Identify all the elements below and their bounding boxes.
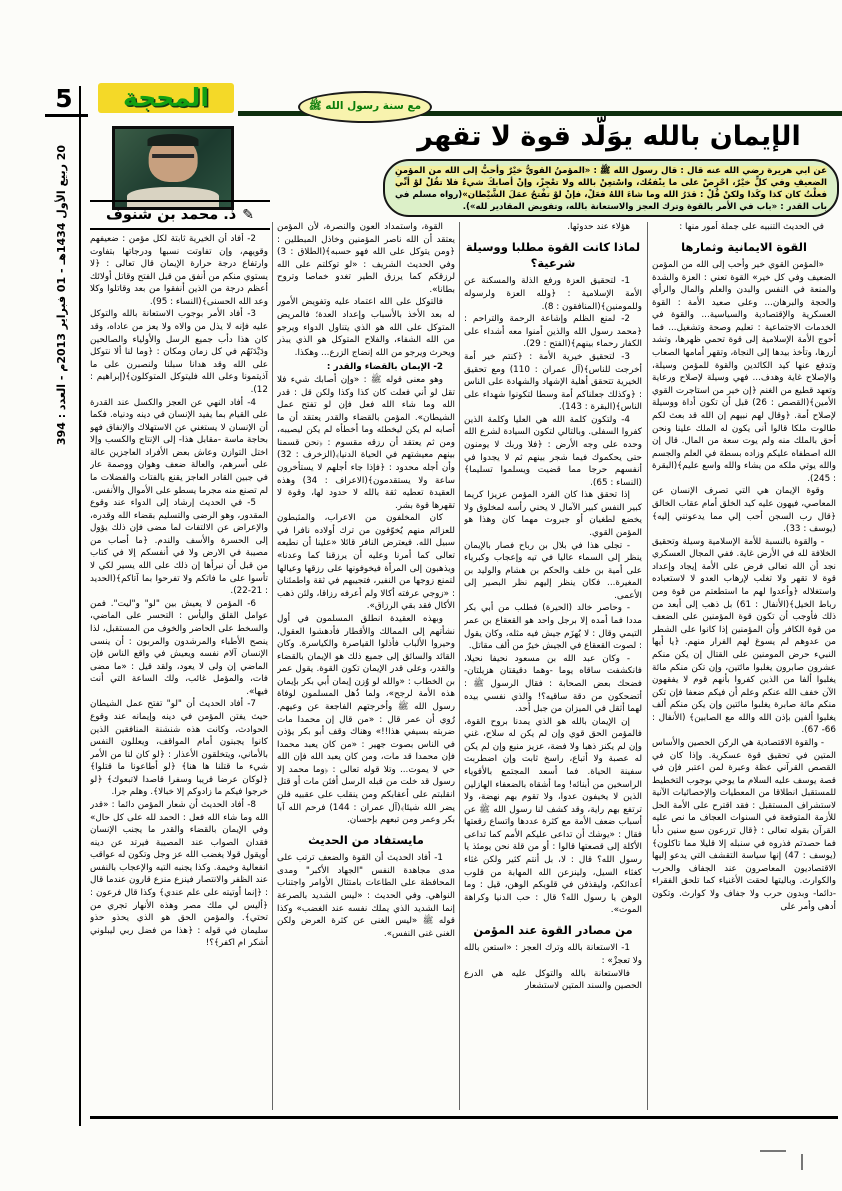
- paragraph: 1- أفاد الحديث أن القوة والضعف ترتب على مدى مجاهدة النفس "الجهاد الأكبر" ومدى المحافظة على الطاعات بامتثال الأوامر واجتناب النواهي. وفي الحديث : «ليس الشديد بالصرعة إنما الشديد الذي يملك نفسه عند الغضب» وكذا قوله ﷺ «ليس الغنى عن كثرة العرض ولكن الغنى غنى النفس».: [277, 853, 455, 939]
- edition-date-sidebar: 20 ربيع الأول 1434هـ - 01 فبراير 2013م - العدد : 394: [55, 144, 68, 446]
- paragraph: 2- لمنع الظلم وإشاعة الرحمة والتراحم : ﴿محمد رسول الله والذين أمنوا معه أشداء على الكفار رحماء بينهم﴾(الفتح : 29).: [464, 314, 642, 350]
- photo-hair: [147, 134, 198, 146]
- section-heading: من مصادر القوة عند المؤمن: [473, 922, 633, 937]
- column-separator: [647, 222, 648, 1110]
- hadith-quote: «المؤمنُ القويُّ خيْرٌ وأحبُّ إلى الله من المؤمنِ الضعيفِ وفي كلٍّ خيْرٌ، احْرِصْ على ما ينْفعُك، واسْتعِنْ بالله ولا تعْجِزْ، وإنْ أصابكَ شيءٌ فلا تقُلْ لوْ أنِّي فعلْتُ كان كذا وكَذا ولكنْ قُلْ : قدَرُ الله وما شاءَ اللهُ فعَلْ، فإنْ لوْ تفْتحُ عمَلَ الشَّيْطان»: [395, 166, 827, 201]
- article-column-3: [277, 221, 455, 1109]
- paragraph: - والقوة بالنسبة للأمة الإسلامية وسيلة وتحقيق الخلافة لله في الأرض غاية. ففي المجال العسكري نجد أن الله تعالى فرض على الأمة إيجاد وإعداد قوة لا تقهر ولا تغلب لإرهاب العدو لا لاستعباده واستغلاله ﴿وأعدوا لهم ما استطعتم من قوة ومن رباط الخيل﴾(الأنفال : 61) بل ذهب إلى أبعد من ذلك فأوجب أن تكون قوة المؤمنين على الضعف من قوة الكافر وأن المؤمنين إذا كانوا على الشطر من عدوهم لم يسوغ لهم الفرار منهم. ﴿يا أيها النبيء حرض المومنين على القتال إن يكن منكم عشرون صابرون يغلبوا مائتين، وإن تكن منكم مائة يغلبوا ألفا من الذين كفروا بأنهم قوم لا يفقهون الآن خفف الله عنكم وعلم أن فيكم ضعفا فإن تكن منكم مائة صابرة يغلبوا مائتين وإن يكن منكم ألف يغلبوا ألفين بإذن الله والله مع الصابين﴾ (الأنفال : 66- 67).: [652, 536, 836, 736]
- article-column-2: [464, 221, 642, 1109]
- sub-heading: 2- الإيمان بالقضاء والقدر :: [326, 362, 443, 373]
- paragraph: 1- الاستعانة بالله وترك العجز : «استعن بالله ولا تعجزْ» :: [464, 943, 642, 966]
- article-column-4: [90, 233, 268, 1109]
- footer-rule: [90, 1116, 838, 1119]
- page-number: 5: [55, 84, 73, 113]
- paragraph: هؤلاء عند حدوثها.: [567, 222, 630, 232]
- paragraph: - تجلى هذا في بلال بن رباح فصار بالإيمان ينظر إلى السماء عاليا في تيه وإعجاب وكبرياء على أمية بن خلف والحكم بن هشام والوليد بن المغيرة... فكان ينظر إليهم نظر البصير إلى الأعمى.: [464, 540, 642, 601]
- author-photo: [112, 126, 234, 210]
- paragraph: فالتوكل على الله اعتماد عليه وتفويض الأمور له بعد الأخذ بالأسباب وإعداد العدة؛ فالمريض المتوكل على الله هو الذي يتناول الدواء ويرجو من الله الشفاء، والفلاح المتوكل هو الذي يبذر ويحرث ويرجو من الله إنضاج الزرع... وهكذا.: [277, 297, 455, 358]
- paragraph: 8- أفاد الحديث أن شعار المؤمن دائما : «قدر الله وما شاء الله فعل : الحمد لله على كل حال» وفي الإيمان بالقضاء والقدر ما يجنب الإنسان فقدان الصواب عند المصيبة فيرتد عن دينه أويقول قولا يغضب الله عز وجل وتكون له عواقب انفعالية وخيمة. وكذا يجنبه التيه والإعجاب بالنفس عند الظفر والانتصار فينزع منزع قارون عندما قال : ﴿إنما أوتيته على علم عندي﴾ وكذا قال فرعون : ﴿أليس لي ملك مصر وهذه الأنهار تجري من تحتي﴾. والمؤمن الحق هو الذي يحذو حذو سليمان في قوله : ﴿هذا من فضل ربي ليبلوني أشكر ام اكفر﴾؟!: [90, 800, 268, 949]
- section-heading: مايستفاد من الحديث: [308, 832, 424, 847]
- page-number-rule: [45, 114, 88, 117]
- paragraph: القوة، واستمداد العون والنصرة، لأن المؤمن يعتقد أن الله ناصر المؤمنين وخاذل المبطلين : ﴿ومن يتوكل على الله فهو حسبه﴾(الطلاق : 3) وفي الحديث الشريف : «لو توكلتم على الله لرزقكم كما يرزق الطير تغدو خماصا وتروح بطانا».: [277, 222, 455, 295]
- hadith-box: [383, 159, 839, 217]
- hadith-intro: عن ابي هريرة رضي الله عنه قال : قال رسول الله ﷺ :: [590, 166, 827, 176]
- corner-mark: [801, 1154, 803, 1170]
- paragraph: 6- المؤمن لا يعيش بين "لو" و"ليت". فمن عوامل القلق واليأس : التحسر على الماضي، والسخط على الحاضر والخوف من المستقبل، لذا ينصح الأطباء والمرشدون والمربون : أن ينسى الإنسان آلام نفسه ويعيش في واقع الناس فإن الماضي إن ولى لا يعود، ولقد قيل : «ما مضى فات، والمؤمل غائب، ولك الساعة التي أنت فيها».: [90, 598, 268, 697]
- article-column-1: [652, 221, 836, 1109]
- hadith-source: (رواه مسلم في باب القدر : «باب في الأمر بالقوة وترك العجز والاستعانة بالله، وتفويض المقادير لله»).: [395, 190, 827, 213]
- section-heading: لماذا كانت القوة مطلبا ووسيلة شرعية؟: [465, 239, 641, 271]
- paragraph: فالاستعانة بالله والتوكل عليه هي الدرع الحصين والسند المتين لاستشعار: [464, 968, 642, 992]
- paragraph: 5- في الحديث إرشاد إلى الدواء عند وقوع المقدور، وهو الرضى والتسليم بقضاء الله وقدره، والإعراض عن الالتفات لما مضى فإن ذلك يؤول إلى الحسرة والأسف والندم. ﴿ما أصاب من مصيبة في الارض ولا في أنفسكم إلا في كتاب من قبل أن نبرأها إن ذلك على الله يسير لكي لا تأسوا على ما فاتكم ولا تفرحوا بما آتاكم﴾(الحديد : 21-22).: [90, 498, 268, 597]
- paragraph: في الحديث التنبيه على جملة أمور منها :: [679, 222, 824, 232]
- author-name: ذ. محمد بن شنوف: [106, 207, 237, 223]
- section-banner: [298, 91, 432, 123]
- paragraph: إذا تحقق هذا كان الفرد المؤمن عزيزا كريما كبير النفس كبير الآمال لا يحني رأسه لمخلوق ولا يخضع لطغيان أو جبروت مهما كان وهذا هو المؤمن القوي.: [464, 490, 642, 539]
- paragraph: «المؤمن القوي خير وأحب إلى الله من المؤمن الضعيف وفي كل خير» القوة تعني : العزة والشدة والمنعة في النفس والبدن والعلم والمال والرأي والحجة والبرهان... وعلى صعيد الأمة : القوة العسكرية والإقتصادية والسياسية... والقوة في الخدمات الاجتماعية : تعليم وصحة وتشغيل... فما أحوج الأمة الإسلامية إلى قوة تحمي ظهرها، وتشد أزرها، وتأخذ بيدها إلى النجاة، وتقهر أمامها الصعاب وتدفع عنها كيد الكائدين والقوة للمؤمن وسيلة، والإصلاح غاية وهدف... فهي وسيلة لإصلاح ورعاية وتعهد قطيع من الغنم ﴿إن خير من استاجرت القوي الأمين﴾(القصص : 26) قبل أن تكون أداة ووسيلة لإصلاح أمة. ﴿وقال لهم نبيهم إن الله قد بعث لكم طالوت ملكا قالوا أنى يكون له الملك علينا ونحن أحق بالملك منه ولم يوت سعة من المال. قال إن الله اصطفاه عليكم وزاده بسطة في العلم والجسم والله يوتي ملكه من يشاء والله واسع عليم﴾(البقرة : 245).: [652, 260, 836, 484]
- paragraph: 1- لتحقيق العزة ورفع الذلة والمسكنة عن الأمة الإسلامية : ﴿ولله العزة ولرسوله وللمومنين﴾(المنافقون : 8).: [464, 276, 642, 312]
- paragraph: 4- أفاد النهي عن العجز والكسل عند القدرة على القيام بما يفيد الإنسان في دينه ودنياه. فكما أن الإنسان لا يستغني عن الاستهلاك والإنفاق فهو بحاجة ماسة -مقابل هذا- إلى الإنتاج والكسب وإلا اختل التوازن وعاش بعض الأفراد العاجزين عالة على أسرهم، والعالة ضعف وهوان ووصمة عار في جبين القادر العاجز يقنع بالفتات والفضلات ما لم تصنع منه مجرما يسطو على الأموال والأنفس.: [90, 397, 268, 496]
- paragraph: 3- لتحقيق خيرية الأمة : ﴿كنتم خير أمة أخرجت للناس﴾(آل عمران : 110) ومع تحقيق الخيرية تتحقق أهلية الإشهاد والشهادة على الناس : ﴿وكذلك جعلناكم أمة وسطا لتكونوا شهداء على الناس﴾(البقرة : 143).: [464, 351, 642, 413]
- section-heading: القوة الايمانية وثمارها: [681, 239, 807, 254]
- left-margin-rule: [79, 86, 81, 1126]
- author-byline: [90, 200, 270, 230]
- paragraph: وبهذه العقيدة انطلق المسلمون في أول نشأتهم إلى الممالك والأقطار فأدهشوا العقول، وحيروا الألباب فأذلوا القياصرة والكياسرة. وكان القائد والسائق إلى جميع ذلك هو الإيمان بالقضاء والقدر، وعلى قدر الإيمان تكون القوة. يقول عمر بن الخطاب : «والله لو وُزن إيمان أبي بكر بإيمان هذه الأمة لرجح»، ولما ذُهل المسلمون لوفاة رسول الله ﷺ وأخرجتهم الفاجعة عن وعيهم. رُوي أن عمر قال : «من قال إن محمدا مات ضربته بسيفي هذا!!» وهناك وقف أبو بكر يؤذن في الناس بصوت جهير : «من كان يعبد محمدا فإن محمدا قد مات، ومن كان يعبد الله فإن الله حي لا يموت... وتلا قوله تعالى : ﴿وما محمد إلا رسول قد خلت من قبله الرسل أفئن مات أو قتل انقلبتم على أعقابكم ومن ينقلب على عقبيه فلن يضر الله شيئا﴾(آل عمران : 144) فرحم الله آبا بكر وعمر ومن تبعهم بإحسان.: [277, 613, 455, 826]
- paragraph: كان المخلفون من الاعراب، والمثبطون للعزائم منهم يُخوّفون من ترك أولاده نافرا في سبيل الله. فيعترض النافر قائلا «علينا أن نطيعه تعالى كما أمرنا وعليه أن يرزقنا كما وعدنا» ويذهبون إلى المرأة فيخوفونها على رزقها وعيالها لتمنع زوجها من النفير، فتجيبهم في ثقة واطمئنان : «زوجي عرفته أكالا ولم أعرفه رزاقا، ولئن ذهب الأكال فقد بقي الرزاق».: [277, 513, 455, 612]
- paragraph: إن الإيمان بالله هو الذي يمدنا بروح القوة، فالمؤمن الحق قوي وإن لم يكن له سلاح، غني وإن لم يكنز ذهبا ولا فضة، عزيز منيع وإن لم يكن له عصبة ولا أتباع، راسخ ثابت وإن اضطربت سفينة الحياة. فما أسعد المجتمع بالأقوياء الراسخين من أبنائه! وما أشقاه بالضعفاء الهازلين الذين لا يخيفون عدوا، ولا تقوم بهم نهضة، ولا ترتفع بهم راية، وقد كشف لنا رسول الله ﷺ عن أسباب ضعف الأمة مع كثرة عددها واتساع رقعتها فقال : «يوشك أن تداعى عليكم الأمم كما تداعى الأكلة إلى قصعتها قالوا : أو من قلة نحن يومئذ يا رسول الله؟ قال : لا، بل أنتم كثير ولكن غثاء كغثاء السيل، ولينزعن الله المهابة من قلوب أعدائكم، وليقذفن في قلوبكم الوهن، قيل : وما الوهن يا رسول الله؟ قال : حب الدنيا وكراهة الموت».: [464, 716, 642, 916]
- section-banner-label: مع سنة رسول الله ﷺ: [308, 99, 422, 112]
- paragraph: - وكان عبد الله بن مسعود نحيفا نحيلا، فانكشفت ساقاه يوما -وهما دقيقتان هزيلتان- فضحك بعض الصحابة : فقال الرسول ﷺ : أتضحكون من دقة ساقيه؟! والذي نفسي بيده لهما أثقل في الميزان من جبل أحد.: [464, 653, 642, 715]
- paragraph: 3- أفاد الأمر بوجوب الاستعانة بالله والتوكل عليه فإنه لا يذل من والاه ولا يعز من عاداه، وقد كان هذا دأب جميع الرسل والأولياء والصالحين ودَيْدَنَهُم في كل زمان ومكان : ﴿وما لنا ألا نتوكل على الله وقد هدانا سبلنا ولنصبرن على ما آذيتمونا وعلى الله فليتوكل المتوكلون﴾(إبراهيم : 12).: [90, 309, 268, 395]
- paragraph: وقوة الإيمان هي التي تصرف الإنسان عن المعاصي، فيهون عليه كيد الخلق أمام عقاب الخالق ﴿قال رب السجن أحب إلي مما يدعونني إليه﴾(يوسف : 33).: [652, 486, 836, 535]
- photo-glasses: [152, 154, 194, 158]
- paragraph: - والقوة الاقتصادية هي الركن الحصين والأساس المتين في تحقيق قوة عسكرية. وإذا كان في القصص القرآني عظة وعبرة لمن اعتبر فإن في قصة يوسف عليه السلام ما يوحي بوجوب التخطيط للمستقبل انطلاقا من المعطيات والإحصائيات الآنية لاستشراف المستقبل : فقد اقترح على الأمة الحل للأزمة المتوقعة في السنوات العجاف ما نص عليه القرآن بقوله تعالى : ﴿قال تزرعون سبع سنين دأبا فما حصدتم فذروه في سنبله إلا قليلا مما تاكلون﴾(يوسف : 47) إنها سياسة التقشف التي يدعو إليها الاقتصاديون المعاصرون عند الجفاف والحرب والكوارث. وباليتها لحقت الأغنياء كما تلحق الفقراء -دائما- وبدون حرب ولا جفاف ولا كوارث. وتكون أدهى وأمر على: [652, 737, 836, 912]
- masthead-logo: المحجة: [98, 83, 234, 113]
- paragraph: وهو معنى قوله ﷺ : «وإن أصابك شيء فلا تقل لو أني فعلت كان كذا وكذا ولكن قل : قدر الله وما شاء الله فعل فإن لو تفتح عمل الشيطان». المؤمن بالقضاء والقدر يعتقد أن ما أصابه لم يكن ليخطئه وما أخطأه لم يكن ليصيبه، ومن ثم يعتقد أن رزقه مقسوم : ﴿نحن قسمنا بينهم معيشتهم في الحياة الدنيا﴾(الزخرف : 32) وأن أجله محدود : ﴿فإذا جاء أجلهم لا يستأخرون ساعة ولا يستقدمون﴾(الاعراف : 34) وهذه العقيدة تعطيه ثقة بالله لا حدود لها، وقوة لا تقهرها قوة بشر.: [277, 374, 455, 511]
- writing-hand-icon: ✎: [242, 207, 254, 223]
- paragraph: 2- أفاد أن الخيرية ثابتة لكل مؤمن : ضعيفهم وقويهم، وإن تفاوتت نسبها ودرجاتها بتفاوت وارتفاع درجة حرارة الإيمان قال تعالى : ﴿لا يستوي منكم من أنفق من قبل الفتح وقاتل أولائك أعظم درجة من الذين أنفقوا من بعد وقاتلوا وكلا وعد الله الحسنى﴾(النساء : 95).: [90, 234, 268, 307]
- article-title: الإيمان بالله يوَلّد قوة لا تقهر: [417, 121, 801, 152]
- column-separator: [459, 222, 460, 1110]
- corner-mark: [760, 1150, 786, 1152]
- paragraph: 4- ولتكون كلمة الله هي العليا وكلمة الذين كفروا السفلى. وبالتالي لتكون السيادة لشرع الله وحده على وجه الأرض : ﴿فلا وربك لا يومنون حتى يحكموك فيما شجر بينهم ثم لا يجدوا في أنفسهم حرجا مما قضيت ويسلموا تسليما﴾(النساء : 65).: [464, 414, 642, 488]
- column-separator: [272, 222, 273, 1110]
- paragraph: - وحاصر خالد (الحيرة) فطلب من أبي بكر مددا فما أمده إلا برجل واحد هو القعقاع بن عمر التيمي وقال : لا يُهزَم جيش فيه مثله، وكان يقول : لصوت القعقاع في الجيش خيرٌ من ألف مقاتل.: [464, 603, 642, 652]
- paragraph: 7- أفاد الحديث أن "لو" تفتح عمل الشيطان حيث يفتن المؤمن في دينه وإيمانه عند وقوع الحوادث، وكانت هذه شنشنة المنافقين الذين كانوا يجبنون أمام المواقف، ويعللون النفس بالأماني، ويتخلقون الأعذار : ﴿لو كان لنا من الأمر شيء ما قتلنا ها هنا﴾ ﴿لو أطاعونا ما قتلوا﴾ ﴿لوكان عرضا قريبا وسفرا قاصدا لاتبعوك﴾ ﴿لو خرجوا فيكم ما زادوكم إلا خبالا﴾. وهلم جرا.: [90, 699, 268, 798]
